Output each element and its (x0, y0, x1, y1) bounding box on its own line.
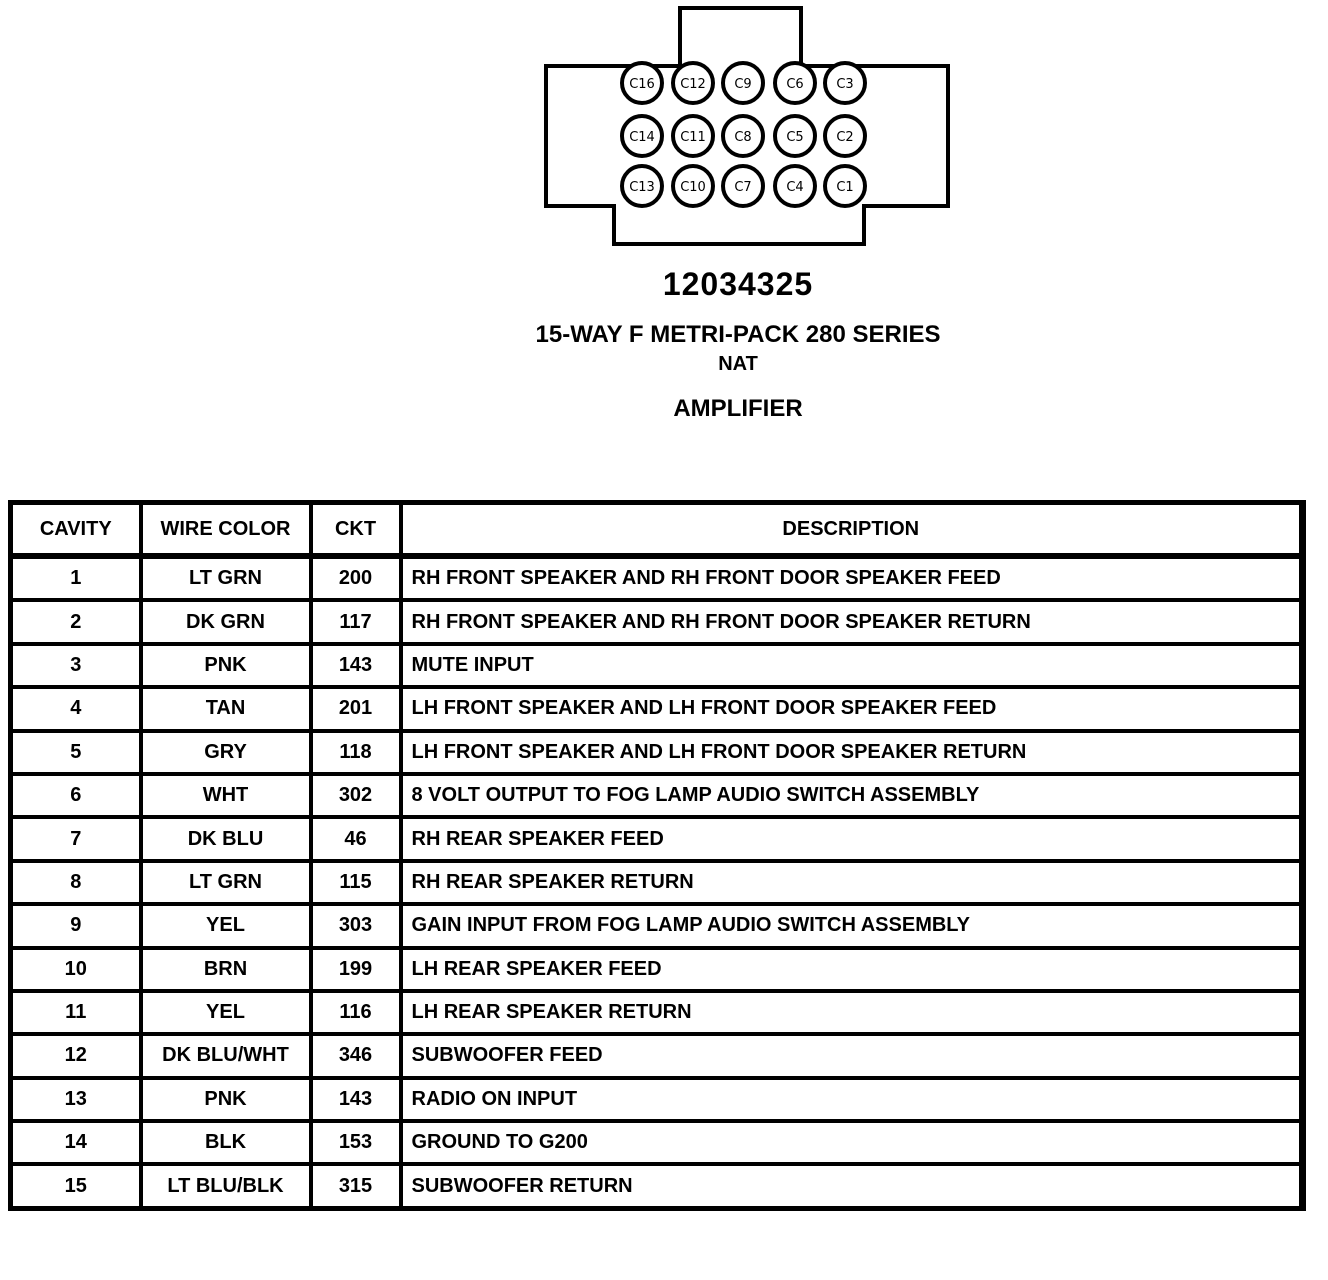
cavity-label: C1 (836, 180, 854, 195)
table-row (11, 1121, 1303, 1164)
cell-ckt: 201 (311, 687, 401, 730)
header-description: DESCRIPTION (401, 503, 1303, 557)
cavity-label: C14 (629, 130, 655, 145)
cavity-label: C9 (734, 77, 752, 92)
cell-ckt: 346 (311, 1034, 401, 1077)
cavity-c9 (723, 63, 763, 103)
market-code: NAT (718, 353, 758, 375)
cell-cavity: 1 (11, 556, 141, 600)
cell-ckt: 115 (311, 861, 401, 904)
cavity-c10 (673, 166, 713, 206)
cavity-label: C12 (680, 77, 706, 92)
cell-description: LH FRONT SPEAKER AND LH FRONT DOOR SPEAKER RETURN (401, 731, 1303, 774)
cavity-c5 (775, 116, 815, 156)
cavity-c12 (673, 63, 713, 103)
cavity-label: C3 (836, 77, 854, 92)
cavity-label: C11 (680, 130, 706, 145)
cell-description: SUBWOOFER RETURN (401, 1164, 1303, 1208)
connector-series: 15-WAY F METRI-PACK 280 SERIES (535, 321, 941, 348)
cell-wire-color: DK GRN (141, 600, 311, 643)
cell-ckt: 302 (311, 774, 401, 817)
cell-wire-color: WHT (141, 774, 311, 817)
cavity-label: C13 (629, 180, 655, 195)
cell-cavity: 8 (11, 861, 141, 904)
table-row (11, 817, 1303, 860)
cavity-c1 (825, 166, 865, 206)
cell-wire-color: YEL (141, 991, 311, 1034)
cell-description: SUBWOOFER FEED (401, 1034, 1303, 1077)
cell-description: LH REAR SPEAKER FEED (401, 948, 1303, 991)
cell-wire-color: GRY (141, 731, 311, 774)
cell-cavity: 11 (11, 991, 141, 1034)
cavity-c2 (825, 116, 865, 156)
cell-ckt: 46 (311, 817, 401, 860)
table-row (11, 1164, 1303, 1208)
cell-wire-color: TAN (141, 687, 311, 730)
part-number: 12034325 (662, 266, 814, 302)
cell-ckt: 200 (311, 556, 401, 600)
table-header-row (11, 503, 1303, 557)
component-name: AMPLIFIER (673, 395, 803, 422)
cavity-label: C7 (734, 180, 752, 195)
cell-wire-color: LT BLU/BLK (141, 1164, 311, 1208)
table-row (11, 644, 1303, 687)
cell-cavity: 5 (11, 731, 141, 774)
cell-description: RH REAR SPEAKER RETURN (401, 861, 1303, 904)
cell-description: LH FRONT SPEAKER AND LH FRONT DOOR SPEAKER FEED (401, 687, 1303, 730)
cavity-label: C4 (786, 180, 804, 195)
cell-wire-color: YEL (141, 904, 311, 947)
cavity-label: C8 (734, 130, 752, 145)
cell-cavity: 9 (11, 904, 141, 947)
cavity-label: C10 (680, 180, 706, 195)
cell-wire-color: DK BLU/WHT (141, 1034, 311, 1077)
cavity-c3 (825, 63, 865, 103)
cell-cavity: 4 (11, 687, 141, 730)
cell-cavity: 10 (11, 948, 141, 991)
cell-ckt: 116 (311, 991, 401, 1034)
table-row (11, 600, 1303, 643)
table-row (11, 687, 1303, 730)
cell-ckt: 199 (311, 948, 401, 991)
cell-ckt: 117 (311, 600, 401, 643)
cell-ckt: 303 (311, 904, 401, 947)
cell-wire-color: DK BLU (141, 817, 311, 860)
cavity-c8 (723, 116, 763, 156)
cavity-grid (622, 63, 865, 206)
cavity-c13 (622, 166, 662, 206)
cell-description: RH FRONT SPEAKER AND RH FRONT DOOR SPEAKER FEED (401, 556, 1303, 600)
table-row (11, 556, 1303, 600)
cell-wire-color: PNK (141, 1078, 311, 1121)
cell-cavity: 15 (11, 1164, 141, 1208)
header-cavity: CAVITY (11, 503, 141, 557)
table-row (11, 1078, 1303, 1121)
cell-description: 8 VOLT OUTPUT TO FOG LAMP AUDIO SWITCH ASSEMBLY (401, 774, 1303, 817)
cavity-c16 (622, 63, 662, 103)
cell-cavity: 14 (11, 1121, 141, 1164)
connector-face-diagram (0, 0, 1328, 260)
cell-cavity: 7 (11, 817, 141, 860)
cell-cavity: 12 (11, 1034, 141, 1077)
cavity-label: C16 (629, 77, 655, 92)
cell-description: LH REAR SPEAKER RETURN (401, 991, 1303, 1034)
cavity-c7 (723, 166, 763, 206)
cell-wire-color: LT GRN (141, 861, 311, 904)
table-row (11, 774, 1303, 817)
cavity-c4 (775, 166, 815, 206)
cell-description: RH REAR SPEAKER FEED (401, 817, 1303, 860)
header-ckt: CKT (311, 503, 401, 557)
cell-ckt: 143 (311, 1078, 401, 1121)
cavity-c14 (622, 116, 662, 156)
cavity-label: C6 (786, 77, 804, 92)
cell-ckt: 118 (311, 731, 401, 774)
cell-ckt: 153 (311, 1121, 401, 1164)
cell-wire-color: LT GRN (141, 556, 311, 600)
cavity-label: C2 (836, 130, 854, 145)
cell-ckt: 143 (311, 644, 401, 687)
cell-cavity: 13 (11, 1078, 141, 1121)
cell-description: GAIN INPUT FROM FOG LAMP AUDIO SWITCH ASSEMBLY (401, 904, 1303, 947)
cell-description: MUTE INPUT (401, 644, 1303, 687)
table-row (11, 948, 1303, 991)
cell-ckt: 315 (311, 1164, 401, 1208)
cell-cavity: 3 (11, 644, 141, 687)
table-row (11, 1034, 1303, 1077)
cell-cavity: 2 (11, 600, 141, 643)
cell-cavity: 6 (11, 774, 141, 817)
cavity-label: C5 (786, 130, 804, 145)
table-row (11, 731, 1303, 774)
cell-description: RADIO ON INPUT (401, 1078, 1303, 1121)
header-wire-color: WIRE COLOR (141, 503, 311, 557)
cavity-c11 (673, 116, 713, 156)
cell-wire-color: PNK (141, 644, 311, 687)
cell-wire-color: BRN (141, 948, 311, 991)
pinout-table (8, 500, 1306, 1211)
table-row (11, 904, 1303, 947)
cell-wire-color: BLK (141, 1121, 311, 1164)
table-row (11, 991, 1303, 1034)
cavity-c6 (775, 63, 815, 103)
cell-description: GROUND TO G200 (401, 1121, 1303, 1164)
table-row (11, 861, 1303, 904)
cell-description: RH FRONT SPEAKER AND RH FRONT DOOR SPEAKER RETURN (401, 600, 1303, 643)
